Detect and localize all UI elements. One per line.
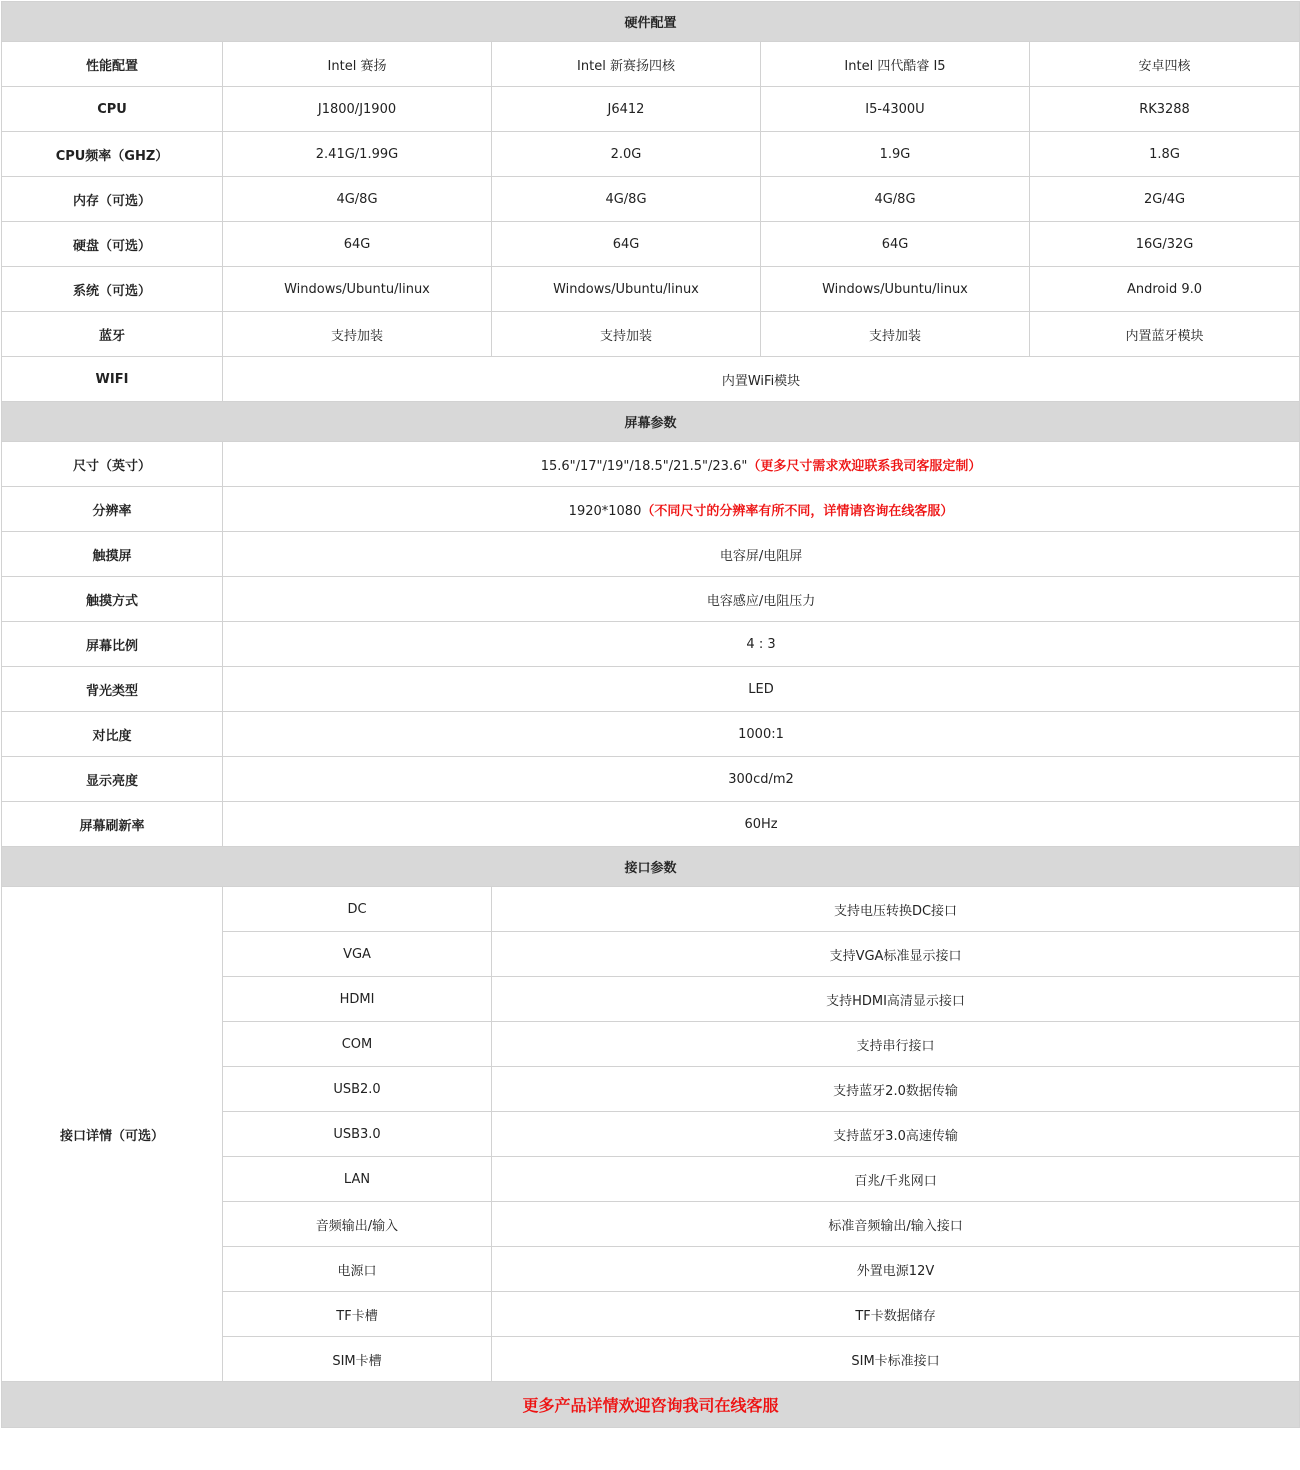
interface-name: USB2.0 [223,1067,492,1112]
row-label: 内存（可选） [2,177,223,222]
row-label: 触摸方式 [2,577,223,622]
interface-desc: SIM卡标准接口 [492,1337,1300,1382]
spec-value: 4G/8G [761,177,1030,222]
spec-value: I5-4300U [761,87,1030,132]
interface-name: 音频输出/输入 [223,1202,492,1247]
screen-row [2,712,1300,757]
spec-value-text: 1920*1080 [568,503,642,519]
section-header-hardware [2,2,1300,42]
spec-value: Windows/Ubuntu/linux [223,267,492,312]
spec-value: 64G [223,222,492,267]
spec-value: Android 9.0 [1030,267,1300,312]
spec-value: 内置蓝牙模块 [1030,312,1300,357]
spec-value: Intel 四代酷睿 I5 [761,42,1030,87]
interface-name: LAN [223,1157,492,1202]
spec-value: LED [223,667,1300,712]
screen-row [2,802,1300,847]
spec-value: 电容屏/电阻屏 [223,532,1300,577]
interface-row [2,887,1300,932]
row-label: CPU频率（GHZ） [2,132,223,177]
spec-value: 4 : 3 [223,622,1300,667]
hardware-row [2,42,1300,87]
spec-value: 电容感应/电阻压力 [223,577,1300,622]
spec-value: 4G/8G [492,177,761,222]
row-label: 尺寸（英寸） [2,442,223,487]
screen-row [2,757,1300,802]
row-label: 系统（可选） [2,267,223,312]
screen-row [2,667,1300,712]
hardware-row-wifi [2,357,1300,402]
interface-name: 电源口 [223,1247,492,1292]
row-label: 屏幕刷新率 [2,802,223,847]
row-label: 分辨率 [2,487,223,532]
hardware-row [2,177,1300,222]
spec-note: （不同尺寸的分辨率有所不同，详情请咨询在线客服） [641,503,954,519]
spec-value: 64G [761,222,1030,267]
hardware-row [2,267,1300,312]
interface-name: VGA [223,932,492,977]
interface-desc: 外置电源12V [492,1247,1300,1292]
spec-value: Windows/Ubuntu/linux [492,267,761,312]
screen-row [2,577,1300,622]
spec-table [1,1,1300,1428]
interface-group-label: 接口详情（可选） [2,887,223,1382]
spec-value: 64G [492,222,761,267]
spec-value: 16G/32G [1030,222,1300,267]
screen-row [2,622,1300,667]
section-header-interfaces [2,847,1300,887]
hardware-row [2,222,1300,267]
row-label: WIFI [2,357,223,402]
interface-desc: 支持VGA标准显示接口 [492,932,1300,977]
hardware-row [2,132,1300,177]
footer-row [2,1382,1300,1428]
screen-row [2,532,1300,577]
spec-note: （更多尺寸需求欢迎联系我司客服定制） [747,458,982,474]
spec-value: 60Hz [223,802,1300,847]
interface-name: USB3.0 [223,1112,492,1157]
interface-desc: 支持蓝牙3.0高速传输 [492,1112,1300,1157]
interface-name: COM [223,1022,492,1067]
spec-value-text: 15.6"/17"/19"/18.5"/21.5"/23.6" [540,458,748,474]
interface-name: SIM卡槽 [223,1337,492,1382]
interface-name: HDMI [223,977,492,1022]
spec-value: Intel 赛扬 [223,42,492,87]
spec-value: 安卓四核 [1030,42,1300,87]
interface-desc: 支持电压转换DC接口 [492,887,1300,932]
row-label: 屏幕比例 [2,622,223,667]
spec-value: 内置WiFi模块 [223,357,1300,402]
row-label: 背光类型 [2,667,223,712]
interface-desc: 支持串行接口 [492,1022,1300,1067]
hardware-row [2,312,1300,357]
spec-value [223,442,1300,487]
section-title: 接口参数 [2,847,1300,887]
spec-value: 支持加装 [761,312,1030,357]
interface-desc: 百兆/千兆网口 [492,1157,1300,1202]
spec-value: 1.9G [761,132,1030,177]
spec-value: 支持加装 [223,312,492,357]
spec-value: Intel 新赛扬四核 [492,42,761,87]
footer-contact-note: 更多产品详情欢迎咨询我司在线客服 [2,1382,1300,1428]
spec-value: 2G/4G [1030,177,1300,222]
interface-desc: 支持HDMI高清显示接口 [492,977,1300,1022]
row-label: 触摸屏 [2,532,223,577]
row-label: 硬盘（可选） [2,222,223,267]
spec-value: J1800/J1900 [223,87,492,132]
section-title: 屏幕参数 [2,402,1300,442]
spec-value: Windows/Ubuntu/linux [761,267,1030,312]
row-label: 蓝牙 [2,312,223,357]
section-title: 硬件配置 [2,2,1300,42]
spec-value: 300cd/m2 [223,757,1300,802]
interface-desc: TF卡数据储存 [492,1292,1300,1337]
hardware-row [2,87,1300,132]
row-label: 显示亮度 [2,757,223,802]
spec-value: 支持加装 [492,312,761,357]
spec-value: 1.8G [1030,132,1300,177]
interface-name: TF卡槽 [223,1292,492,1337]
row-label: 对比度 [2,712,223,757]
spec-value: 2.0G [492,132,761,177]
section-header-screen [2,402,1300,442]
screen-row-size [2,442,1300,487]
interface-desc: 标准音频输出/输入接口 [492,1202,1300,1247]
spec-value: RK3288 [1030,87,1300,132]
screen-row-resolution [2,487,1300,532]
spec-value: 4G/8G [223,177,492,222]
spec-table-body [2,2,1300,1428]
spec-value: J6412 [492,87,761,132]
row-label: CPU [2,87,223,132]
spec-value: 2.41G/1.99G [223,132,492,177]
spec-value [223,487,1300,532]
row-label: 性能配置 [2,42,223,87]
spec-value: 1000:1 [223,712,1300,757]
interface-name: DC [223,887,492,932]
interface-desc: 支持蓝牙2.0数据传输 [492,1067,1300,1112]
